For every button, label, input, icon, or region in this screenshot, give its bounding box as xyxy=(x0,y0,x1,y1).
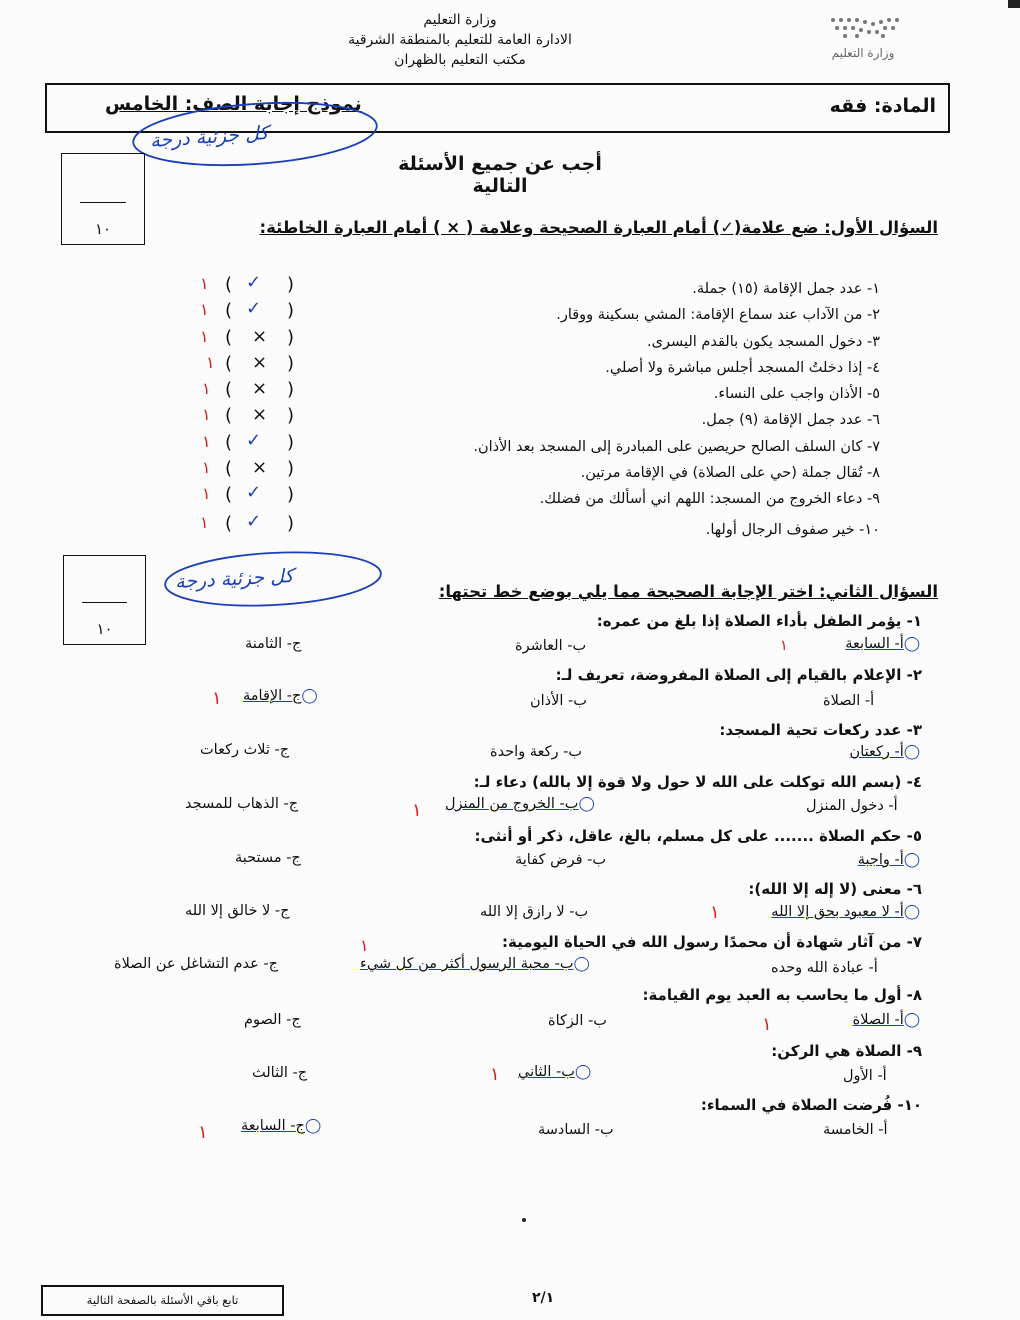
grade-mark: ١ xyxy=(202,431,211,451)
q1-item: ٥- الأذان واجب على النساء. xyxy=(713,386,880,403)
grade-mark: ١ xyxy=(198,1122,208,1143)
q2-option-a: أ- الأول xyxy=(843,1068,887,1084)
q1-answer-row xyxy=(190,511,310,537)
grade-mark: ١ xyxy=(762,1014,772,1035)
model-answer-label: نموذج إجابة الصف: الخامس xyxy=(105,93,362,115)
q1-answer-row xyxy=(190,405,310,431)
grade-mark: ١ xyxy=(200,274,209,293)
office-name: مكتب التعليم بالظهران xyxy=(394,52,526,68)
answer-bracket: ) xyxy=(287,405,295,427)
q1-item: ٢- من الآداب عند سماع الإقامة: المشي بسكينة ووقار. xyxy=(556,307,880,324)
q2-option-c: ج- الثامنة xyxy=(245,636,302,652)
q1-score: ١٠ xyxy=(94,220,112,238)
q2-option-b: ب- السادسة xyxy=(538,1122,614,1138)
answer-bracket: ) xyxy=(287,431,295,453)
cross-mark-icon: × xyxy=(252,378,268,400)
q2-option-c: ج- الذهاب للمسجد xyxy=(185,796,299,812)
q2-option-b: ب- فرض كفاية xyxy=(515,852,607,868)
q2-option-a xyxy=(850,744,920,760)
q1-answer-row xyxy=(190,429,310,458)
q2-option-a-text: أ- الصلاة xyxy=(852,1012,904,1028)
circle-mark-icon: ◯ xyxy=(304,1118,322,1134)
q1-item: ٤- إذا دخلتُ المسجد أجلس مباشرة ولا أصلي. xyxy=(605,359,880,376)
q2-option-b-text: ب- الخروج من المنزل xyxy=(445,796,579,812)
grade-mark: ١ xyxy=(212,688,222,709)
circle-mark-icon: ◯ xyxy=(903,904,920,920)
grade-mark: ١ xyxy=(710,902,720,923)
check-mark-icon: ✓ xyxy=(246,298,262,320)
answer-bracket: ( xyxy=(225,405,233,427)
q2-question: ١- يؤمر الطفل بأداء الصلاة إذا بلغ من عمره: xyxy=(596,612,922,630)
grade-mark: ١ xyxy=(780,638,788,654)
q1-answer-row xyxy=(190,274,310,300)
answer-bracket: ) xyxy=(287,300,295,322)
answer-bracket: ( xyxy=(225,352,233,374)
answer-bracket: ( xyxy=(225,484,233,506)
circle-mark-icon: ◯ xyxy=(903,744,920,760)
answer-bracket: ) xyxy=(287,512,295,534)
q1-item: ٧- كان السلف الصالح حريصين على المبادرة إلى المسجد بعد الأذان. xyxy=(473,438,880,455)
grade-mark: ١ xyxy=(360,936,369,955)
circle-mark-icon: ◯ xyxy=(903,1012,920,1028)
answer-bracket: ( xyxy=(225,274,233,295)
q2-option-c xyxy=(243,688,318,704)
subject-label: المادة: فقه xyxy=(829,95,936,117)
q2-option-b: ب- ركعة واحدة xyxy=(490,744,582,760)
q1-heading: السؤال الأول: ضع علامة(✓) أمام العبارة الصحيحة وعلامة ( × ) أمام العبارة الخاطئة: xyxy=(259,218,938,237)
q1-answer-column xyxy=(190,274,310,537)
circle-mark-icon: ◯ xyxy=(903,636,920,652)
grade-mark: ١ xyxy=(200,326,209,346)
admin-name: الادارة العامة للتعليم بالمنطقة الشرقية xyxy=(348,32,572,48)
answer-bracket: ) xyxy=(287,326,295,348)
circle-mark-icon: ◯ xyxy=(578,796,595,812)
scan-dot xyxy=(522,1218,526,1222)
q2-option-a-text: أ- ركعتان xyxy=(849,744,904,760)
page-number: ٢/١ xyxy=(532,1290,555,1306)
q1-item: ١- عدد جمل الإقامة (١٥) جملة. xyxy=(692,281,880,297)
circle-mark-icon: ◯ xyxy=(903,852,920,868)
grade-mark: ١ xyxy=(202,405,211,425)
q2-option-b-text: ب- الثاني xyxy=(518,1064,575,1080)
handwritten-note-1: كل جزئية درجة xyxy=(149,121,270,153)
cross-mark-icon: × xyxy=(252,404,268,426)
q2-option-b: ب- الزكاة xyxy=(548,1013,607,1029)
q2-score: ١٠ xyxy=(96,620,113,638)
q2-question: ٣- عدد ركعات تحية المسجد: xyxy=(719,721,922,739)
logo-dots-icon xyxy=(823,14,903,42)
q2-option-b: ب- العاشرة xyxy=(515,638,587,654)
answer-bracket: ) xyxy=(287,379,295,401)
q2-question: ١٠- فُرضت الصلاة في السماء: xyxy=(700,1096,922,1114)
grade-mark: ١ xyxy=(412,800,422,821)
answer-bracket: ( xyxy=(225,512,233,534)
q2-option-a xyxy=(858,852,920,868)
check-mark-icon: ✓ xyxy=(246,482,262,504)
q2-option-c-text: ج- الإقامة xyxy=(243,688,302,704)
q2-option-a-text: أ- واجبة xyxy=(857,852,904,868)
q1-answer-row xyxy=(190,300,310,326)
q2-option-a: أ- الصلاة xyxy=(823,693,875,709)
q2-option-c: ج- مستحبة xyxy=(235,850,301,866)
q2-option-a xyxy=(771,904,920,920)
check-mark-icon: ✓ xyxy=(246,429,262,451)
q1-answer-row xyxy=(190,379,310,405)
q2-option-b: ب- لا رازق إلا الله xyxy=(480,904,589,920)
q2-question: ٤- (بسم الله توكلت على الله لا حول ولا قوة إلا بالله) دعاء لـ: xyxy=(473,773,922,791)
q1-item: ١٠- خير صفوف الرجال أولها. xyxy=(705,521,880,538)
q2-option-c: ج- الثالث xyxy=(252,1065,308,1081)
ministry-logo xyxy=(808,14,918,60)
cross-mark-icon: × xyxy=(252,457,268,479)
grade-mark: ١ xyxy=(206,352,215,372)
q1-score-box xyxy=(61,153,145,245)
q2-option-a: أ- الخامسة xyxy=(823,1122,888,1138)
q2-option-b xyxy=(360,956,590,972)
circle-mark-icon: ◯ xyxy=(301,688,318,704)
q1-answer-row xyxy=(190,484,310,510)
q1-item: ٩- دعاء الخروج من المسجد: اللهم اني أسألك من فضلك. xyxy=(539,491,880,508)
q2-option-c-text: ج- السابعة xyxy=(241,1118,305,1134)
grade-mark: ١ xyxy=(200,300,209,320)
q2-option-b xyxy=(518,1064,591,1080)
q2-option-a-text: أ- لا معبود بحق إلا الله xyxy=(771,904,904,920)
answer-bracket: ( xyxy=(225,326,233,348)
q2-option-c xyxy=(241,1118,321,1134)
q2-option-a-text: أ- السابعة xyxy=(845,636,904,652)
q1-answer-row xyxy=(190,353,310,379)
q2-question: ٥- حكم الصلاة ....... على كل مسلم، بالغ، عاقل، ذكر أو أنثى: xyxy=(474,827,922,845)
answer-bracket: ) xyxy=(287,458,295,480)
grade-mark: ١ xyxy=(202,379,211,399)
q1-item: ٣- دخول المسجد يكون بالقدم اليسرى. xyxy=(647,333,880,350)
answer-bracket: ) xyxy=(287,274,295,295)
circle-mark-icon: ◯ xyxy=(574,1064,592,1080)
q2-question: ٧- من آثار شهادة أن محمدًا رسول الله في الحياة اليومية: xyxy=(502,933,922,951)
check-mark-icon: ✓ xyxy=(246,510,262,532)
logo-text: وزارة التعليم xyxy=(831,46,895,60)
continue-note-box: تابع باقي الأسئلة بالصفحة التالية xyxy=(41,1285,284,1316)
answer-bracket: ) xyxy=(287,352,295,374)
q2-option-b xyxy=(445,796,595,812)
q1-item: ٨- تُقال جملة (حي على الصلاة) في الإقامة مرتين. xyxy=(580,465,880,482)
scan-edge xyxy=(1008,0,1020,8)
answer-bracket: ( xyxy=(225,431,233,453)
cross-mark-icon: × xyxy=(252,351,268,373)
q2-option-b-text: ب- محبة الرسول أكثر من كل شيء xyxy=(360,956,574,972)
q1-item: ٦- عدد جمل الإقامة (٩) جمل. xyxy=(701,412,880,429)
ministry-name: وزارة التعليم xyxy=(423,12,497,28)
grade-mark: ١ xyxy=(202,458,211,478)
q2-option-b: ب- الأذان xyxy=(530,693,587,709)
q2-option-a xyxy=(853,1012,920,1028)
instruction: أجب عن جميع الأسئلة التالية xyxy=(398,153,602,197)
q2-option-a xyxy=(845,636,920,652)
grade-mark: ١ xyxy=(202,484,211,504)
q1-items xyxy=(260,276,880,543)
answer-bracket: ( xyxy=(225,458,233,480)
circle-mark-icon: ◯ xyxy=(573,956,590,972)
grade-mark: ١ xyxy=(490,1064,500,1085)
q2-heading: السؤال الثاني: اختر الإجابة الصحيحة مما يلي بوضع خط تحتها: xyxy=(438,582,938,601)
q2-option-c: ج- عدم التشاغل عن الصلاة xyxy=(114,956,278,972)
q2-score-box xyxy=(63,555,146,645)
q2-question: ٨- أول ما يحاسب به العبد يوم القيامة: xyxy=(642,986,922,1004)
check-mark-icon: ✓ xyxy=(246,272,262,293)
q2-option-c: ج- الصوم xyxy=(244,1012,301,1028)
q2-question: ٢- الإعلام بالقيام إلى الصلاة المفروضة، تعريف لـ: xyxy=(555,666,922,684)
q2-option-c: ج- ثلاث ركعات xyxy=(200,742,290,758)
handwritten-note-2: كل جزئية درجة xyxy=(174,564,295,594)
q2-option-c: ج- لا خالق إلا الله xyxy=(185,903,290,919)
q1-answer-row xyxy=(190,327,310,353)
grade-mark: ١ xyxy=(200,512,209,532)
answer-bracket: ( xyxy=(225,379,233,401)
q2-option-a: أ- دخول المنزل xyxy=(806,798,898,814)
letterhead xyxy=(330,10,590,70)
q2-option-a: أ- عبادة الله وحده xyxy=(771,960,878,976)
answer-bracket: ( xyxy=(225,300,233,322)
q2-question: ٦- معنى (لا إله إلا الله): xyxy=(748,880,922,898)
q2-question: ٩- الصلاة هي الركن: xyxy=(771,1042,922,1060)
q1-answer-row xyxy=(190,458,310,484)
cross-mark-icon: × xyxy=(252,325,268,347)
answer-bracket: ) xyxy=(287,484,295,506)
